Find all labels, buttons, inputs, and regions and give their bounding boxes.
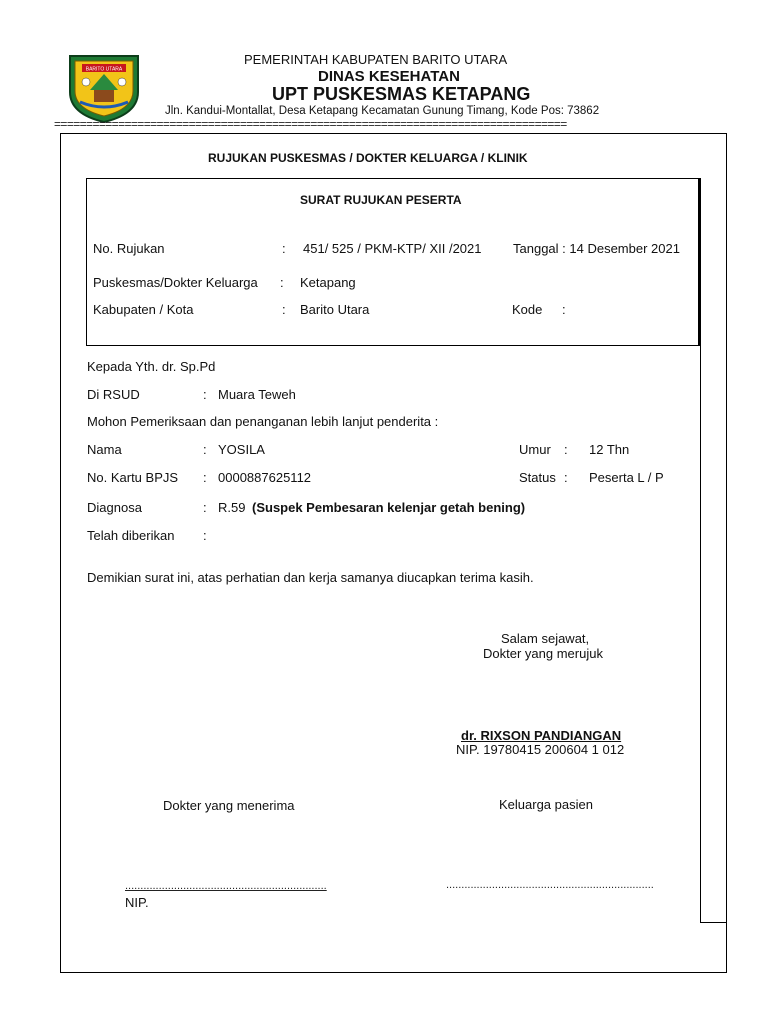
di-label: Di RSUD	[87, 387, 140, 402]
signature-line-receiver: ..................................................................	[125, 880, 327, 892]
di-value: Muara Teweh	[218, 387, 296, 402]
kabupaten-label: Kabupaten / Kota	[93, 302, 194, 317]
regency-logo	[66, 52, 142, 124]
diberikan-label: Telah diberikan	[87, 528, 175, 543]
puskesmas-value: Ketapang	[300, 275, 356, 290]
dokter-menerima: Dokter yang menerima	[163, 798, 295, 813]
bpjs-value: 0000887625112	[218, 470, 312, 485]
bpjs-label: No. Kartu BPJS	[87, 470, 179, 485]
colon: :	[203, 470, 207, 485]
umur-label: Umur	[519, 442, 551, 457]
doctor-nip: NIP. 19780415 200604 1 012	[456, 742, 625, 757]
tanggal: Tanggal : 14 Desember 2021	[513, 241, 680, 256]
kepada-line: Kepada Yth. dr. Sp.Pd	[87, 359, 216, 374]
colon: :	[562, 302, 566, 317]
doctor-name: dr. RIXSON PANDIANGAN	[461, 728, 622, 743]
closing-text: Demikian surat ini, atas perhatian dan kerja samanya diucapkan terima kasih.	[87, 570, 534, 585]
request-line: Mohon Pemeriksaan dan penanganan lebih lanjut penderita :	[87, 414, 439, 429]
no-rujukan-label: No. Rujukan	[93, 241, 165, 256]
puskesmas-label: Puskesmas/Dokter Keluarga	[93, 275, 258, 290]
nama-label: Nama	[87, 442, 122, 457]
nama-value: YOSILA	[218, 442, 265, 457]
status-label: Status	[519, 470, 556, 485]
keluarga-pasien: Keluarga pasien	[499, 797, 593, 812]
umur-value: 12 Thn	[589, 442, 630, 457]
colon: :	[203, 442, 207, 457]
colon: :	[203, 387, 207, 402]
colon: :	[564, 442, 568, 457]
form-title: RUJUKAN PUSKESMAS / DOKTER KELUARGA / KLINIK	[208, 151, 528, 165]
dokter-merujuk: Dokter yang merujuk	[483, 646, 603, 661]
signature-line-family: ....................................................................	[446, 879, 654, 891]
colon: :	[203, 528, 207, 543]
kode-label: Kode	[512, 302, 543, 317]
colon: :	[280, 275, 284, 290]
colon: :	[203, 500, 207, 515]
salam-sejawat: Salam sejawat,	[501, 631, 590, 646]
nip-blank: NIP.	[125, 895, 149, 910]
colon: :	[564, 470, 568, 485]
status-value: Peserta L / P	[589, 470, 664, 485]
logo-text: BARITO UTARA	[85, 66, 123, 73]
header-government: PEMERINTAH KABUPATEN BARITO UTARA	[244, 52, 508, 67]
colon: :	[282, 241, 286, 256]
colon: :	[282, 302, 286, 317]
box-title: SURAT RUJUKAN PESERTA	[300, 193, 462, 207]
header-address: Jln. Kandui-Montallat, Desa Ketapang Kecamatan Gunung Timang, Kode Pos: 73862	[165, 105, 600, 117]
diagnosa-description: (Suspek Pembesaran kelenjar getah bening)	[252, 500, 526, 515]
diagnosa-label: Diagnosa	[87, 500, 142, 515]
header-institution: UPT PUSKESMAS KETAPANG	[272, 84, 531, 104]
right-margin-bar	[700, 178, 727, 923]
header-department: DINAS KESEHATAN	[318, 68, 460, 85]
no-rujukan-value: 451/ 525 / PKM-KTP/ XII /2021	[303, 241, 482, 256]
diagnosa-code: R.59	[218, 500, 246, 515]
kabupaten-value: Barito Utara	[300, 302, 370, 317]
header-separator: ================================================================================	[54, 117, 567, 131]
